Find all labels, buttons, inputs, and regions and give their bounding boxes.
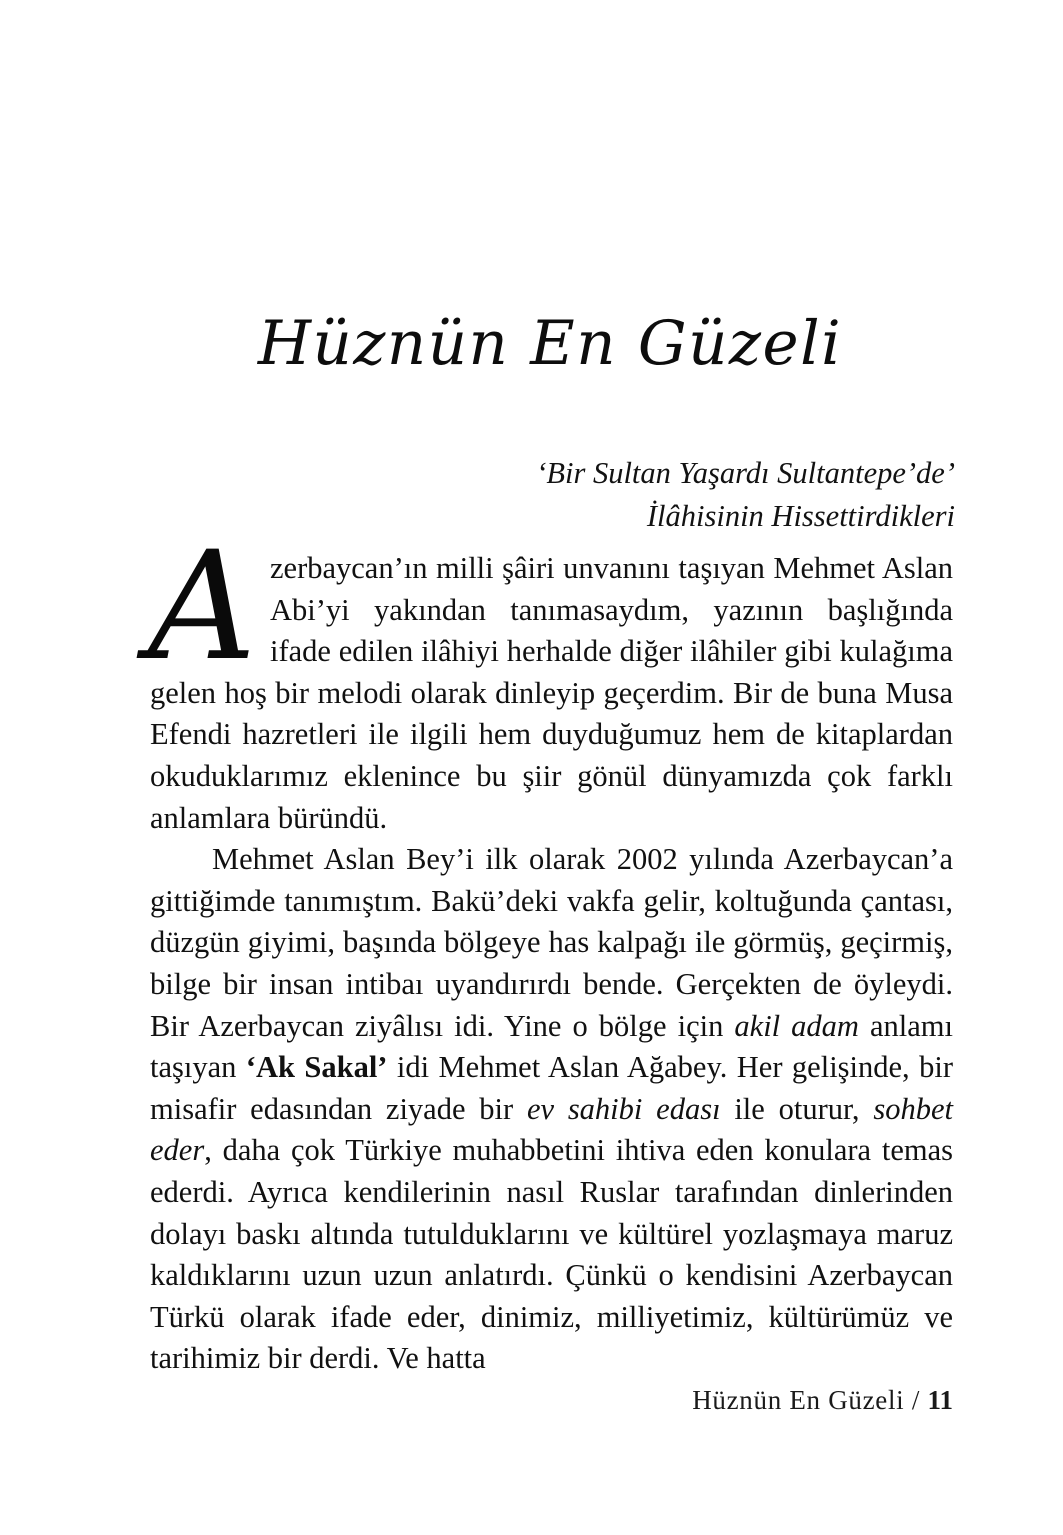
page-number: 11 <box>927 1385 953 1415</box>
epigraph-line-1: ‘Bir Sultan Yaşardı Sultantepe’de’ <box>536 456 955 490</box>
p2-run-3-bold: ‘Ak Sakal’ <box>245 1050 388 1085</box>
paragraph-1-text: zerbaycan’ın milli şâiri unvanını taşıyan Mehmet Aslan Abi’yi yakından tanımasaydım, yazının başlığında ifade edilen ilâhiyi herhalde diğer ilâhiler gibi kulağıma gelen hoş bir melodi olarak dinleyip geçerdim. Bir de buna Musa Efendi hazretleri ile ilgili hem duyduğumuz hem de kitaplardan okuduklarımız eklenince bu şiir gönül dünyamızda çok farklı anlamlara büründü. <box>150 551 953 835</box>
epigraph <box>150 452 955 538</box>
drop-cap-letter <box>146 520 268 694</box>
paragraph-1 <box>148 520 953 839</box>
p2-run-7-italic: sohbet eder <box>150 1091 953 1168</box>
p2-run-2: anlamı taşıyan <box>150 1008 954 1085</box>
p2-run-5-italic: ev sahibi edası <box>526 1091 721 1126</box>
p2-run-8: , daha çok Türkiye muhabbetini ihtiva eden konulara temas ederdi. Ayrıca kendilerinin nasıl Ruslar tarafından dinlerinden dolayı baskı altında tutulduklarını ve kültürel yozlaşmaya maruz kaldıklarını uzun uzun anlatırdı. Çünkü o kendisini Azerbaycan Türkü olarak ifade eder, dinimiz, milliyetimiz, kültürümüz ve tarihimiz bir derdi. Ve hatta <box>150 1133 953 1376</box>
epigraph-line-2: İlâhisinin Hissettirdikleri <box>646 499 955 533</box>
footer-separator: / <box>911 1385 921 1415</box>
p2-run-6: ile oturur, <box>720 1091 874 1126</box>
p2-run-0: Mehmet Aslan Bey’i ilk olarak 2002 yılında Azerbaycan’a gittiğimde tanımıştım. Bakü’deki vakfa gelir, koltuğunda çantası, düzgün giyimi, başında bölgeye has kalpağı ile görmüş, geçirmiş, bilge bir insan intibaı uyandırırdı bende. Gerçekten de öyleydi. Bir Azerbaycan ziyâlısı idi. Yine o bölge için <box>150 842 953 1043</box>
body-text <box>148 520 954 1380</box>
p2-run-4: idi Mehmet Aslan Ağabey. Her gelişinde, bir misafir edasından ziyade bir <box>150 1050 953 1126</box>
drop-cap-glyph: A <box>148 520 257 694</box>
paragraph-2 <box>150 839 953 1380</box>
running-footer <box>150 1385 953 1416</box>
page-title: Hüznün En Güzeli <box>257 307 843 379</box>
p2-run-1-italic: akil adam <box>734 1008 859 1043</box>
footer-running-title: Hüznün En Güzeli <box>692 1385 905 1415</box>
